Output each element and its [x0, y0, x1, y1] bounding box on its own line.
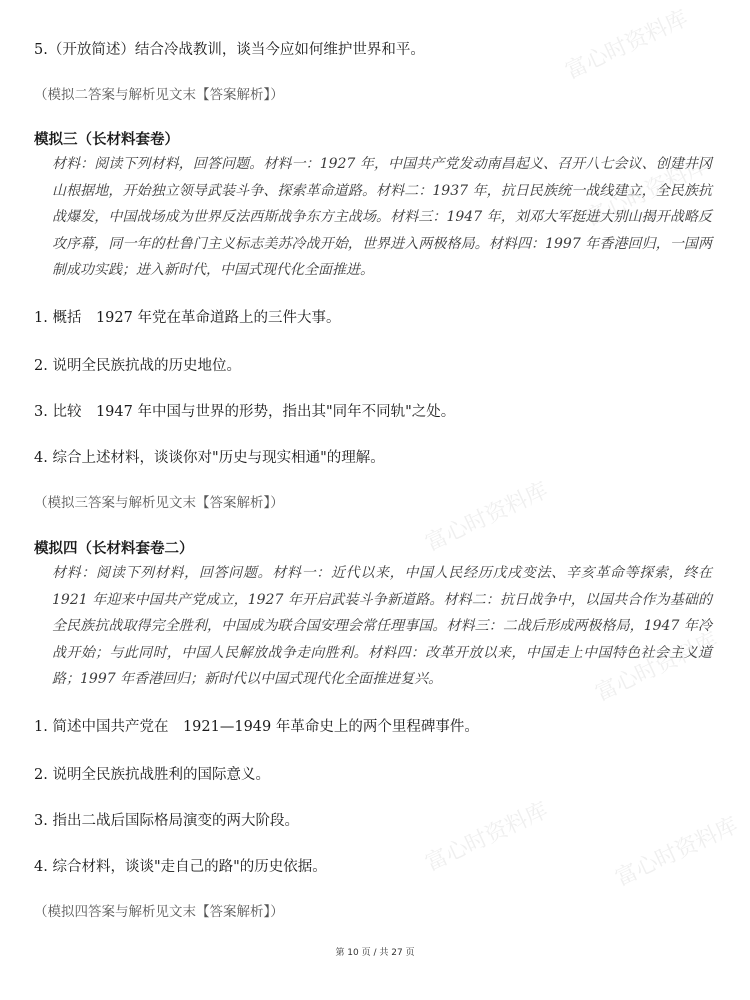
question-4: 4. 综合上述材料，谈谈你对"历史与现实相通"的理解。: [34, 450, 385, 466]
section-title: 模拟三（长材料套卷）: [34, 132, 179, 148]
section-title: 模拟四（长材料套卷二）: [34, 541, 194, 557]
question-3: 3. 比较 1947 年中国与世界的形势，指出其"同年不同轨"之处。: [34, 404, 456, 420]
answer-note: （模拟四答案与解析见文末【答案解析】）: [34, 904, 284, 920]
watermark: 富心时资料库: [421, 478, 552, 557]
watermark: 富心时资料库: [561, 6, 692, 85]
question-2: 2. 说明全民族抗战胜利的国际意义。: [34, 767, 270, 783]
question-4: 4. 综合材料，谈谈"走自己的路"的历史依据。: [34, 859, 327, 875]
answer-note: （模拟三答案与解析见文末【答案解析】）: [34, 495, 284, 511]
watermark: 富心时资料库: [591, 628, 722, 707]
watermark: 富心时资料库: [581, 153, 712, 232]
question-2: 2. 说明全民族抗战的历史地位。: [34, 358, 241, 374]
question-5: 5.（开放简述）结合冷战教训，谈当今应如何维护世界和平。: [34, 42, 425, 58]
material-text: 材料：阅读下列材料，回答问题。材料一：1927 年，中国共产党发动南昌起义、召开八七会议、创建井冈山根据地，开始独立领导武装斗争、探索革命道路。材料二：1937 年，抗日民族统一战线建立，全民族抗战爆发，中国战场成为世界反法西斯战争东方主战场。材料三：1947 年，刘邓大军挺进大别山揭开战略反攻序幕，同一年的杜鲁门主义标志美苏冷战开始，世界进入两极格局。材料四：1997 年香港回归，一国两制成功实践；进入新时代，中国式现代化全面推进。: [52, 156, 712, 278]
watermark: 富心时资料库: [421, 798, 552, 877]
page-number: 第 10 页 / 共 27 页: [335, 948, 415, 958]
question-1: 1. 概括 1927 年党在革命道路上的三件大事。: [34, 310, 341, 326]
question-3: 3. 指出二战后国际格局演变的两大阶段。: [34, 813, 299, 829]
watermark: 富心时资料库: [611, 813, 742, 892]
answer-note: （模拟二答案与解析见文末【答案解析】）: [34, 87, 284, 103]
material-text: 材料：阅读下列材料，回答问题。材料一：近代以来，中国人民经历戊戌变法、辛亥革命等探索，终在 1921 年迎来中国共产党成立，1927 年开启武装斗争新道路。材料二：抗日战争中，以国共合作为基础的全民族抗战取得完全胜利，中国成为联合国安理会常任理事国。材料三：二战后形成两极格局，1947 年冷战开始；与此同时，中国人民解放战争走向胜利。材料四：改革开放以来，中国走上中国特色社会主义道路；1997 年香港回归；新时代以中国式现代化全面推进复兴。: [52, 565, 712, 687]
question-1: 1. 简述中国共产党在 1921—1949 年革命史上的两个里程碑事件。: [34, 719, 479, 735]
